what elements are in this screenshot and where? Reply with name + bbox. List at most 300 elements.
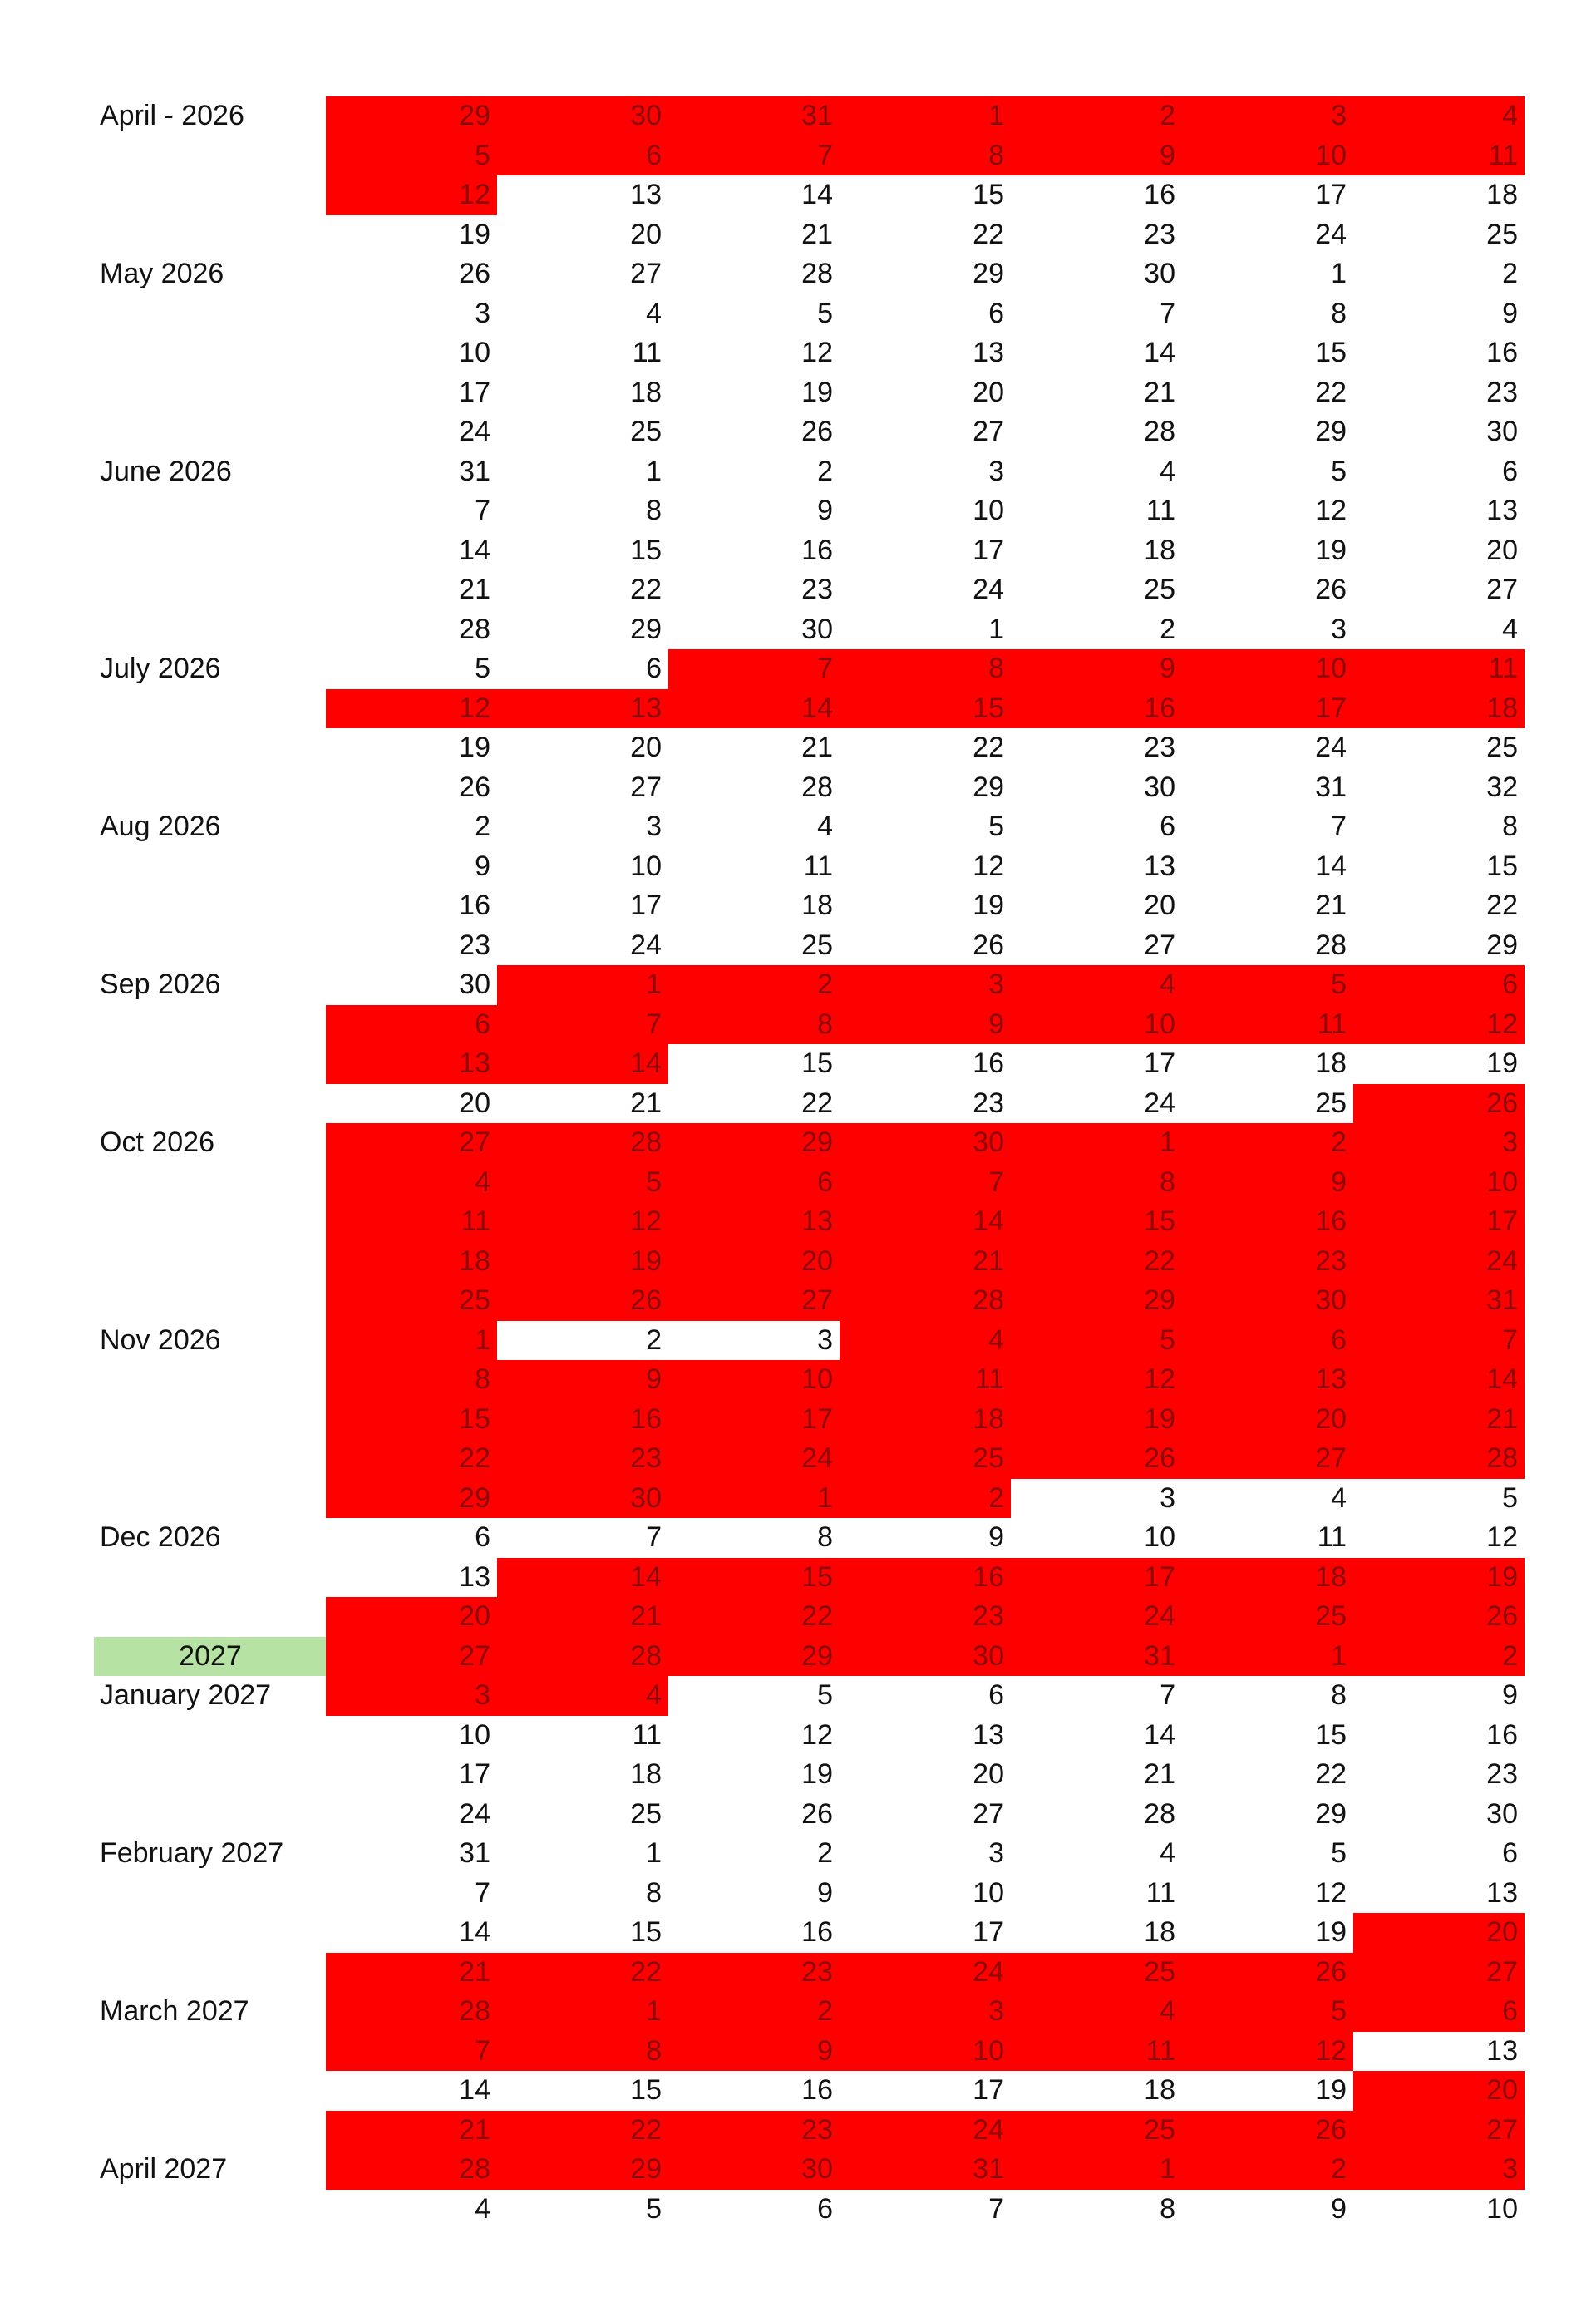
day-number: 24	[1144, 1600, 1175, 1632]
day-number: 16	[630, 1402, 662, 1435]
day-cell	[1182, 373, 1353, 413]
day-number: 1	[817, 1481, 833, 1514]
day-number: 28	[630, 1126, 662, 1158]
day-number: 15	[973, 179, 1004, 210]
week-row	[0, 215, 1596, 255]
day-cell	[326, 215, 497, 255]
day-number: 22	[630, 2113, 662, 2146]
day-number: 3	[1502, 1126, 1518, 1158]
day-cell-highlighted	[326, 1281, 497, 1321]
week-row	[0, 1874, 1596, 1914]
day-number: 8	[1502, 811, 1518, 842]
day-number: 9	[817, 1876, 833, 1909]
day-number: 8	[817, 1521, 833, 1553]
day-cell	[1353, 294, 1525, 334]
day-cell	[326, 1558, 497, 1598]
day-cell	[1182, 1479, 1353, 1519]
day-cell	[840, 294, 1011, 334]
day-cell	[326, 649, 497, 689]
day-cell-highlighted	[1353, 2071, 1525, 2111]
day-number: 1	[1160, 1126, 1175, 1158]
day-cell-highlighted	[668, 1558, 840, 1598]
day-number: 5	[475, 139, 490, 171]
day-cell-highlighted	[497, 136, 668, 176]
day-cell	[1353, 1044, 1525, 1084]
day-cell-highlighted	[326, 2150, 497, 2190]
day-cell-highlighted	[326, 689, 497, 729]
day-number: 31	[1486, 1284, 1518, 1316]
day-number: 22	[801, 1600, 833, 1632]
day-number: 29	[801, 1639, 833, 1672]
day-cell-highlighted	[326, 1479, 497, 1519]
day-number: 18	[1144, 1916, 1175, 1948]
day-cell-highlighted	[1182, 1953, 1353, 1993]
day-cell-highlighted	[497, 1676, 668, 1716]
week-row	[0, 2032, 1596, 2072]
day-number: 14	[459, 534, 490, 566]
day-number: 25	[1144, 1955, 1175, 1988]
day-cell	[1011, 1044, 1182, 1084]
day-number: 15	[1486, 850, 1518, 882]
day-number: 21	[630, 1600, 662, 1632]
day-cell	[1011, 1874, 1182, 1914]
day-cell	[840, 1834, 1011, 1874]
day-number: 11	[1488, 139, 1518, 171]
day-cell	[1182, 1795, 1353, 1835]
day-number: 31	[459, 1837, 490, 1869]
week-row	[0, 452, 1596, 492]
day-number: 14	[459, 1916, 490, 1948]
day-cell-highlighted	[840, 2150, 1011, 2190]
day-cell-highlighted	[1353, 1439, 1525, 1479]
day-number: 13	[1315, 1363, 1347, 1395]
day-number: 25	[1315, 1600, 1347, 1632]
day-number: 17	[1144, 1047, 1175, 1079]
day-cell-highlighted	[668, 2032, 840, 2072]
day-cell	[497, 807, 668, 847]
day-number: 8	[646, 1876, 662, 1909]
day-cell-highlighted	[497, 1992, 668, 2032]
day-cell-highlighted	[1182, 1400, 1353, 1440]
day-number: 29	[1144, 1284, 1175, 1316]
day-cell	[1182, 175, 1353, 215]
day-cell-highlighted	[668, 1202, 840, 1242]
day-cell	[497, 610, 668, 650]
day-number: 26	[1486, 1087, 1518, 1119]
week-row	[0, 965, 1596, 1005]
day-number: 19	[1315, 534, 1347, 566]
day-cell-highlighted	[840, 1163, 1011, 1203]
day-number: 3	[1502, 2153, 1518, 2185]
day-cell-highlighted	[1182, 1005, 1353, 1045]
day-cell	[1353, 728, 1525, 768]
day-cell-highlighted	[668, 136, 840, 176]
day-cell	[326, 1913, 497, 1953]
day-number: 13	[1486, 1876, 1518, 1909]
day-cell	[668, 2071, 840, 2111]
day-number: 6	[646, 653, 662, 684]
day-number: 18	[630, 376, 662, 408]
day-cell-highlighted	[326, 1953, 497, 1993]
week-row	[0, 1123, 1596, 1163]
day-number: 9	[475, 850, 490, 882]
week-row	[0, 1281, 1596, 1321]
day-number: 11	[1317, 1008, 1347, 1040]
day-cell-highlighted	[840, 1637, 1011, 1677]
day-cell	[497, 333, 668, 373]
day-cell-highlighted	[1011, 1558, 1182, 1598]
day-number: 7	[475, 2034, 490, 2067]
day-number: 1	[646, 969, 662, 1000]
day-number: 6	[817, 2192, 833, 2225]
day-cell	[840, 768, 1011, 808]
day-cell	[668, 570, 840, 610]
day-cell-highlighted	[1182, 1163, 1353, 1203]
day-number: 16	[1486, 1718, 1518, 1751]
day-number: 25	[1486, 218, 1518, 250]
day-number: 14	[801, 179, 833, 210]
day-cell-highlighted	[326, 1242, 497, 1282]
day-number: 21	[1486, 1402, 1518, 1435]
day-number: 21	[801, 218, 833, 250]
day-cell	[668, 491, 840, 531]
day-number: 22	[459, 1442, 490, 1474]
week-row	[0, 373, 1596, 413]
day-cell	[497, 1321, 668, 1361]
week-row	[0, 807, 1596, 847]
day-cell	[497, 491, 668, 531]
day-cell-highlighted	[1011, 1123, 1182, 1163]
day-number: 23	[1144, 218, 1175, 250]
day-number: 28	[459, 2153, 490, 2185]
day-cell	[497, 215, 668, 255]
day-cell-highlighted	[1353, 1360, 1525, 1400]
day-cell	[497, 452, 668, 492]
day-number: 6	[475, 1521, 490, 1553]
week-row	[0, 333, 1596, 373]
day-cell	[1182, 2190, 1353, 2230]
day-cell-highlighted	[668, 1953, 840, 1993]
day-cell-highlighted	[1011, 1202, 1182, 1242]
week-row	[0, 2071, 1596, 2111]
day-number: 24	[459, 416, 490, 447]
day-cell	[1182, 333, 1353, 373]
day-number: 3	[988, 455, 1004, 487]
day-number: 7	[475, 495, 490, 526]
day-number: 16	[801, 2074, 833, 2106]
day-cell-highlighted	[840, 1558, 1011, 1598]
day-number: 22	[1315, 376, 1347, 408]
day-number: 31	[801, 100, 833, 131]
day-cell-highlighted	[1182, 1202, 1353, 1242]
day-cell-highlighted	[1353, 1913, 1525, 1953]
day-cell	[840, 215, 1011, 255]
day-number: 28	[1144, 416, 1175, 447]
day-number: 10	[801, 1363, 833, 1395]
day-number: 7	[475, 1876, 490, 1909]
day-number: 28	[801, 258, 833, 289]
day-cell	[668, 1716, 840, 1756]
day-number: 30	[630, 1481, 662, 1514]
day-number: 3	[988, 969, 1004, 1000]
day-cell-highlighted	[326, 1439, 497, 1479]
week-row	[0, 570, 1596, 610]
day-number: 9	[1502, 1679, 1518, 1711]
day-cell-highlighted	[840, 1953, 1011, 1993]
day-number: 13	[459, 1560, 490, 1593]
day-number: 23	[1486, 376, 1518, 408]
day-number: 27	[801, 1284, 833, 1316]
day-number: 1	[1160, 2153, 1175, 2185]
day-number: 19	[801, 376, 833, 408]
day-number: 26	[801, 416, 833, 447]
day-cell-highlighted	[1353, 1005, 1525, 1045]
day-cell	[840, 333, 1011, 373]
day-cell	[1353, 1676, 1525, 1716]
day-cell	[326, 728, 497, 768]
day-number: 7	[988, 1166, 1004, 1198]
day-number: 8	[1331, 1679, 1347, 1711]
day-number: 11	[803, 850, 833, 882]
day-number: 3	[475, 297, 490, 329]
week-row	[0, 1834, 1596, 1874]
day-cell-highlighted	[840, 965, 1011, 1005]
day-cell	[840, 2190, 1011, 2230]
day-cell	[326, 452, 497, 492]
day-number: 2	[817, 1995, 833, 2027]
day-number: 22	[630, 574, 662, 605]
day-cell-highlighted	[1011, 1321, 1182, 1361]
day-number: 17	[1144, 1560, 1175, 1593]
day-number: 23	[801, 1955, 833, 1988]
day-cell-highlighted	[326, 1992, 497, 2032]
day-number: 30	[1144, 771, 1175, 803]
week-row	[0, 1913, 1596, 1953]
day-number: 16	[973, 1560, 1004, 1593]
day-cell	[840, 570, 1011, 610]
day-number: 3	[475, 1679, 490, 1711]
day-number: 2	[1331, 2153, 1347, 2185]
day-cell	[1182, 807, 1353, 847]
day-number: 16	[1486, 337, 1518, 368]
day-cell	[1353, 175, 1525, 215]
day-cell-highlighted	[1011, 1360, 1182, 1400]
day-cell	[326, 886, 497, 926]
day-number: 27	[630, 771, 662, 803]
day-cell	[326, 570, 497, 610]
month-label: March 2027	[100, 1995, 249, 2027]
day-number: 12	[801, 1718, 833, 1751]
day-cell-highlighted	[1353, 965, 1525, 1005]
day-number: 28	[459, 613, 490, 645]
week-row	[0, 610, 1596, 650]
day-number: 12	[1315, 1876, 1347, 1909]
day-number: 14	[801, 692, 833, 724]
day-number: 23	[801, 574, 833, 605]
day-cell-highlighted	[497, 1163, 668, 1203]
day-number: 11	[632, 337, 662, 368]
day-number: 23	[801, 2113, 833, 2146]
day-number: 9	[988, 1521, 1004, 1553]
year-marker: 2027	[94, 1637, 327, 1677]
week-row	[0, 886, 1596, 926]
day-number: 3	[1331, 613, 1347, 645]
day-number: 28	[459, 1995, 490, 2027]
day-cell	[668, 1518, 840, 1558]
day-number: 4	[475, 1166, 490, 1198]
day-number: 12	[1486, 1008, 1518, 1040]
day-cell	[1011, 1755, 1182, 1795]
day-cell	[497, 1518, 668, 1558]
day-number: 27	[1486, 1955, 1518, 1988]
day-number: 11	[461, 1205, 490, 1237]
day-number: 10	[1486, 2192, 1518, 2225]
day-cell-highlighted	[1353, 649, 1525, 689]
day-number: 5	[1502, 1481, 1518, 1514]
day-number: 26	[801, 1797, 833, 1830]
day-number: 12	[801, 337, 833, 368]
month-label: Nov 2026	[100, 1323, 221, 1356]
day-cell	[1011, 1834, 1182, 1874]
day-number: 11	[1145, 495, 1175, 526]
day-number: 25	[630, 416, 662, 447]
day-cell-highlighted	[840, 136, 1011, 176]
day-number: 26	[1315, 1955, 1347, 1988]
week-row	[0, 1558, 1596, 1598]
day-cell	[1353, 1755, 1525, 1795]
day-cell-highlighted	[1353, 689, 1525, 729]
day-number: 8	[646, 2034, 662, 2067]
day-number: 17	[1486, 1205, 1518, 1237]
day-number: 29	[630, 2153, 662, 2185]
day-number: 10	[630, 850, 662, 882]
day-number: 24	[973, 574, 1004, 605]
day-cell	[840, 2071, 1011, 2111]
day-cell-highlighted	[497, 1005, 668, 1045]
day-number: 18	[459, 1245, 490, 1277]
day-number: 26	[973, 929, 1004, 961]
day-number: 16	[973, 1047, 1004, 1079]
day-cell	[840, 254, 1011, 294]
day-number: 4	[1160, 1837, 1175, 1869]
day-cell-highlighted	[668, 1360, 840, 1400]
day-cell	[668, 728, 840, 768]
day-number: 27	[1315, 1442, 1347, 1474]
day-number: 1	[1331, 1639, 1347, 1672]
day-cell	[840, 1716, 1011, 1756]
day-number: 7	[817, 653, 833, 684]
day-number: 7	[1160, 297, 1175, 329]
day-cell-highlighted	[840, 1005, 1011, 1045]
day-cell-highlighted	[497, 1123, 668, 1163]
day-cell-highlighted	[668, 1637, 840, 1677]
day-cell	[668, 926, 840, 966]
day-cell-highlighted	[1353, 2150, 1525, 2190]
day-cell	[840, 1044, 1011, 1084]
day-number: 27	[459, 1639, 490, 1672]
day-number: 1	[988, 100, 1004, 131]
day-cell	[1353, 807, 1525, 847]
day-cell	[1182, 926, 1353, 966]
day-cell	[497, 570, 668, 610]
day-number: 1	[646, 1995, 662, 2027]
day-cell-highlighted	[497, 1044, 668, 1084]
day-number: 28	[1144, 1797, 1175, 1830]
day-cell-highlighted	[1011, 96, 1182, 136]
day-number: 4	[475, 2192, 490, 2225]
day-number: 30	[801, 2153, 833, 2185]
day-cell	[1011, 491, 1182, 531]
day-cell-highlighted	[840, 96, 1011, 136]
day-number: 16	[1144, 179, 1175, 210]
day-number: 9	[988, 1008, 1004, 1040]
day-number: 18	[1486, 692, 1518, 724]
day-cell-highlighted	[668, 2111, 840, 2151]
day-cell-highlighted	[1011, 1953, 1182, 1993]
day-cell-highlighted	[1182, 2032, 1353, 2072]
day-cell-highlighted	[1182, 1992, 1353, 2032]
day-cell-highlighted	[668, 1597, 840, 1637]
day-cell	[326, 807, 497, 847]
day-cell	[326, 1716, 497, 1756]
day-cell-highlighted	[1182, 1360, 1353, 1400]
day-number: 18	[1144, 534, 1175, 566]
day-number: 6	[1502, 1995, 1518, 2027]
day-cell-highlighted	[1353, 1558, 1525, 1598]
day-number: 19	[630, 1245, 662, 1277]
day-cell-highlighted	[1011, 1281, 1182, 1321]
day-cell	[840, 531, 1011, 571]
day-number: 14	[630, 1047, 662, 1079]
day-cell-highlighted	[840, 1123, 1011, 1163]
day-number: 17	[1315, 692, 1347, 724]
day-number: 23	[973, 1087, 1004, 1119]
week-row	[0, 136, 1596, 176]
day-number: 7	[646, 1008, 662, 1040]
day-cell	[1011, 926, 1182, 966]
day-cell-highlighted	[1182, 689, 1353, 729]
day-cell-highlighted	[1182, 96, 1353, 136]
day-number: 19	[801, 1758, 833, 1790]
day-cell-highlighted	[497, 2111, 668, 2151]
day-cell	[1182, 768, 1353, 808]
day-number: 13	[1144, 850, 1175, 882]
day-number: 7	[988, 2192, 1004, 2225]
day-cell	[326, 768, 497, 808]
day-cell-highlighted	[326, 1202, 497, 1242]
day-number: 21	[459, 574, 490, 605]
day-cell	[326, 491, 497, 531]
day-number: 5	[1160, 1323, 1175, 1356]
day-number: 23	[630, 1442, 662, 1474]
day-number: 22	[801, 1087, 833, 1119]
day-number: 29	[1486, 929, 1518, 961]
day-cell	[668, 531, 840, 571]
day-number: 25	[459, 1284, 490, 1316]
day-cell-highlighted	[840, 1597, 1011, 1637]
day-number: 14	[973, 1205, 1004, 1237]
day-number: 8	[1160, 2192, 1175, 2225]
day-number: 1	[646, 455, 662, 487]
day-number: 14	[459, 2074, 490, 2106]
day-cell	[497, 412, 668, 452]
day-cell	[326, 1518, 497, 1558]
day-number: 12	[459, 179, 490, 210]
day-cell	[840, 1874, 1011, 1914]
day-cell	[326, 531, 497, 571]
day-cell	[326, 1874, 497, 1914]
day-number: 6	[817, 1166, 833, 1198]
